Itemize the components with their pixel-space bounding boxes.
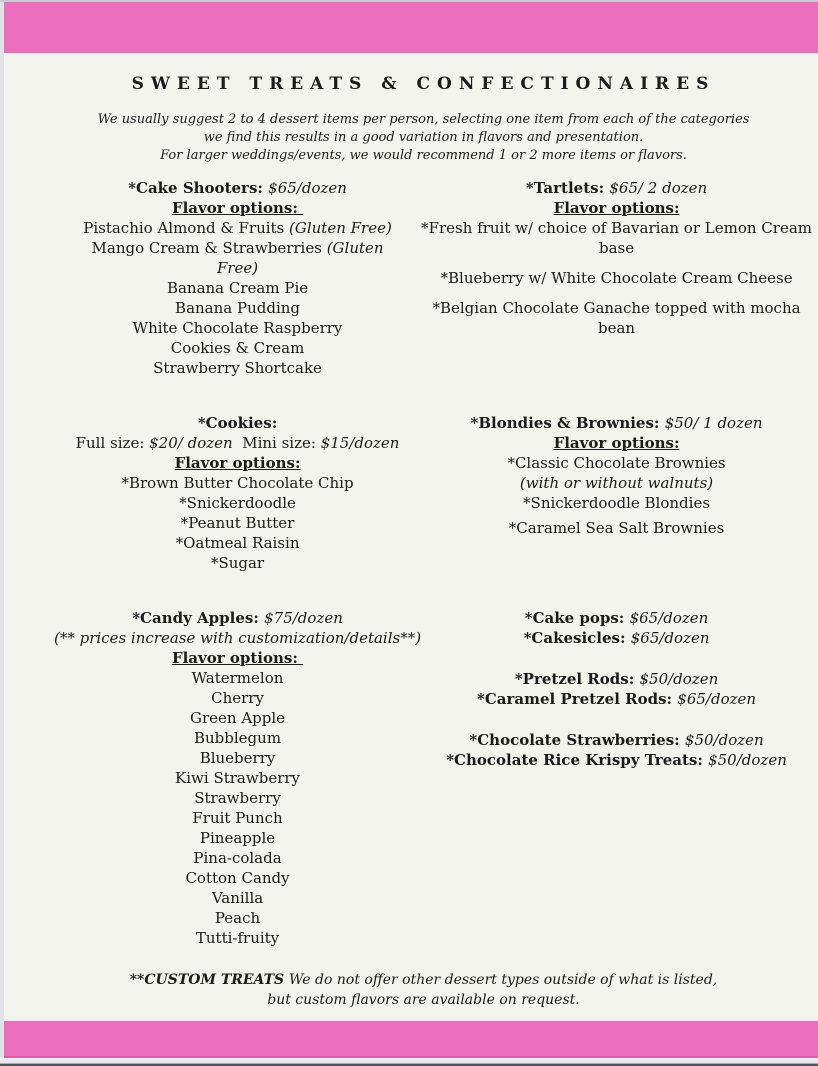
custom-treats-note: [29, 970, 818, 990]
text-run: Strawberry: [194, 789, 281, 807]
menu-item-line: [421, 268, 812, 288]
section-header: [421, 689, 812, 709]
text-run: Flavor options:: [553, 434, 680, 452]
text-run: Free): [216, 259, 259, 277]
menu-item-line: [54, 688, 421, 708]
text-run: *Blueberry w/ White Chocolate Cream Cheese: [440, 269, 793, 287]
menu-item-line: [54, 533, 421, 553]
text-run: Strawberry Shortcake: [153, 359, 322, 377]
text-run: *Cake Shooters:: [128, 179, 269, 197]
text-run: Pina-colada: [193, 849, 282, 867]
menu-item-line: [421, 518, 812, 538]
section-tartlets: [421, 178, 812, 378]
top-pink-bar: [4, 2, 818, 53]
menu-item-line: [54, 238, 421, 258]
menu-document-page: [4, 2, 818, 1058]
text-run: $20/ dozen: [149, 434, 233, 452]
menu-item-line: [54, 828, 421, 848]
text-run: *Cakesicles:: [523, 629, 631, 647]
section-header: [54, 608, 421, 628]
text-run: (Gluten Free): [289, 219, 392, 237]
text-run: Banana Pudding: [175, 299, 301, 317]
text-run: *Sugar: [210, 554, 265, 572]
menu-item-line: [54, 748, 421, 768]
text-run: *Snickerdoodle: [179, 494, 296, 512]
text-run: Peach: [214, 909, 261, 927]
text-run: $50/dozen: [684, 731, 764, 749]
text-run: *Candy Apples:: [132, 609, 265, 627]
text-run: Tutti-fruity: [195, 929, 280, 947]
menu-item-line: [421, 298, 812, 318]
text-run: Vanilla: [211, 889, 264, 907]
size-price-line: [54, 433, 421, 453]
intro-line: We usually suggest 2 to 4 dessert items per person, selecting one item from each of the categories: [97, 112, 750, 127]
menu-item-line: [54, 928, 421, 948]
text-run: *Peanut Butter: [180, 514, 295, 532]
text-run: bean: [597, 319, 636, 337]
section-priced-treats: [421, 608, 812, 948]
text-run: *Oatmeal Raisin: [175, 534, 300, 552]
text-run: $50/ 1 dozen: [664, 414, 763, 432]
text-run: (** prices increase with customization/details**): [54, 629, 422, 647]
customization-note: [54, 628, 421, 648]
text-run: *Cake pops:: [524, 609, 630, 627]
intro-line: For larger weddings/events, we would recommend 1 or 2 more items or flavors.: [160, 148, 687, 163]
section-header: [421, 750, 812, 770]
text-run: We do not offer other dessert types outside of what is listed,: [289, 972, 718, 988]
text-run: Cherry: [211, 689, 264, 707]
menu-item-line: [54, 338, 421, 358]
text-run: *Blondies & Brownies:: [470, 414, 665, 432]
section-header: [421, 669, 812, 689]
text-run: Flavor options:: [171, 199, 304, 217]
menu-item-line: [54, 493, 421, 513]
page-title: SWEET TREATS & CONFECTIONAIRES: [131, 74, 716, 94]
menu-item-line: [54, 553, 421, 573]
custom-treats-note: [29, 990, 818, 1010]
menu-item-line: [54, 768, 421, 788]
menu-item-line: [54, 278, 421, 298]
text-run: $65/dozen: [268, 179, 347, 197]
section-cookies: [54, 413, 421, 573]
text-run: Mini size:: [232, 434, 321, 452]
menu-item-line: [421, 318, 812, 338]
section-header: [421, 608, 812, 628]
text-run: Flavor options:: [174, 454, 301, 472]
menu-item-line: [54, 258, 421, 278]
text-run: *Caramel Pretzel Rods:: [477, 690, 678, 708]
section-header: [54, 413, 421, 433]
menu-item-line: [54, 788, 421, 808]
menu-item-line: [54, 888, 421, 908]
section-header: [421, 628, 812, 648]
text-run: *Cookies:: [197, 414, 278, 432]
text-run: (with or without walnuts): [519, 474, 714, 492]
menu-item-line: [54, 318, 421, 338]
intro-paragraph: [4, 111, 818, 165]
text-run: Cotton Candy: [185, 869, 290, 887]
menu-item-line: [54, 708, 421, 728]
menu-item-line: [421, 473, 812, 493]
section-blondies-brownies: [421, 413, 812, 573]
menu-item-line: [54, 513, 421, 533]
text-run: Pineapple: [199, 829, 276, 847]
text-run: **CUSTOM TREATS: [129, 972, 290, 988]
flavor-options-heading: [54, 648, 421, 668]
text-run: *Fresh fruit w/ choice of Bavarian or Lemon Cream: [421, 219, 812, 237]
text-run: Green Apple: [190, 709, 286, 727]
section-header: [421, 413, 812, 433]
section-cake-shooters: [54, 178, 421, 378]
menu-item-line: [54, 668, 421, 688]
menu-item-line: [54, 298, 421, 318]
text-run: *Snickerdoodle Blondies: [523, 494, 711, 512]
text-run: (Gluten: [326, 239, 384, 257]
section-header: [421, 178, 812, 198]
text-run: $65/dozen: [677, 690, 757, 708]
menu-grid: [4, 178, 818, 948]
text-run: *Classic Chocolate Brownies: [507, 454, 726, 472]
text-run: Cookies & Cream: [170, 339, 305, 357]
text-run: $50/dozen: [639, 670, 719, 688]
text-run: *Belgian Chocolate Ganache topped with mocha: [432, 299, 801, 317]
text-run: *Tartlets:: [525, 179, 610, 197]
text-run: $65/dozen: [630, 629, 710, 647]
menu-item-line: [54, 473, 421, 493]
menu-item-line: [54, 218, 421, 238]
text-run: *Caramel Sea Salt Brownies: [508, 519, 725, 537]
menu-item-line: [421, 238, 812, 258]
window-bottom-edge: [0, 1058, 818, 1066]
menu-item-line: [421, 493, 812, 513]
text-run: Flavor options:: [171, 649, 304, 667]
text-run: Blueberry: [199, 749, 276, 767]
text-run: Kiwi Strawberry: [175, 769, 301, 787]
text-run: $15/dozen: [320, 434, 400, 452]
menu-item-line: [54, 728, 421, 748]
text-run: Mango Cream & Strawberries: [91, 239, 327, 257]
flavor-options-heading: [54, 453, 421, 473]
intro-line: we find this results in a good variation in flavors and presentation.: [203, 130, 644, 145]
text-run: Watermelon: [191, 669, 284, 687]
menu-item-line: [54, 808, 421, 828]
text-run: Full size:: [75, 434, 150, 452]
text-run: *Chocolate Strawberries:: [469, 731, 685, 749]
text-run: $65/ 2 dozen: [609, 179, 708, 197]
menu-item-line: [54, 908, 421, 928]
menu-item-line: [421, 218, 812, 238]
text-run: Bubblegum: [194, 729, 282, 747]
menu-item-line: [421, 453, 812, 473]
menu-content: [4, 53, 818, 1021]
menu-item-line: [54, 868, 421, 888]
menu-item-line: [54, 358, 421, 378]
text-run: $50/dozen: [708, 751, 787, 769]
flavor-options-heading: [421, 198, 812, 218]
bottom-pink-bar: [4, 1021, 818, 1058]
text-run: Banana Cream Pie: [166, 279, 309, 297]
text-run: *Brown Butter Chocolate Chip: [121, 474, 354, 492]
text-run: base: [598, 239, 635, 257]
text-run: *Chocolate Rice Krispy Treats:: [446, 751, 709, 769]
section-header: [421, 730, 812, 750]
text-run: $75/dozen: [264, 609, 343, 627]
text-run: Pistachio Almond & Fruits: [83, 219, 290, 237]
flavor-options-heading: [54, 198, 421, 218]
text-run: Fruit Punch: [192, 809, 283, 827]
section-header: [54, 178, 421, 198]
custom-treats-footer: [4, 970, 818, 1010]
text-run: *Pretzel Rods:: [514, 670, 640, 688]
text-run: Flavor options:: [553, 199, 680, 217]
text-run: but custom flavors are available on request.: [267, 992, 580, 1008]
section-candy-apples: [54, 608, 421, 948]
text-run: $65/dozen: [629, 609, 709, 627]
flavor-options-heading: [421, 433, 812, 453]
menu-item-line: [54, 848, 421, 868]
text-run: White Chocolate Raspberry: [132, 319, 343, 337]
